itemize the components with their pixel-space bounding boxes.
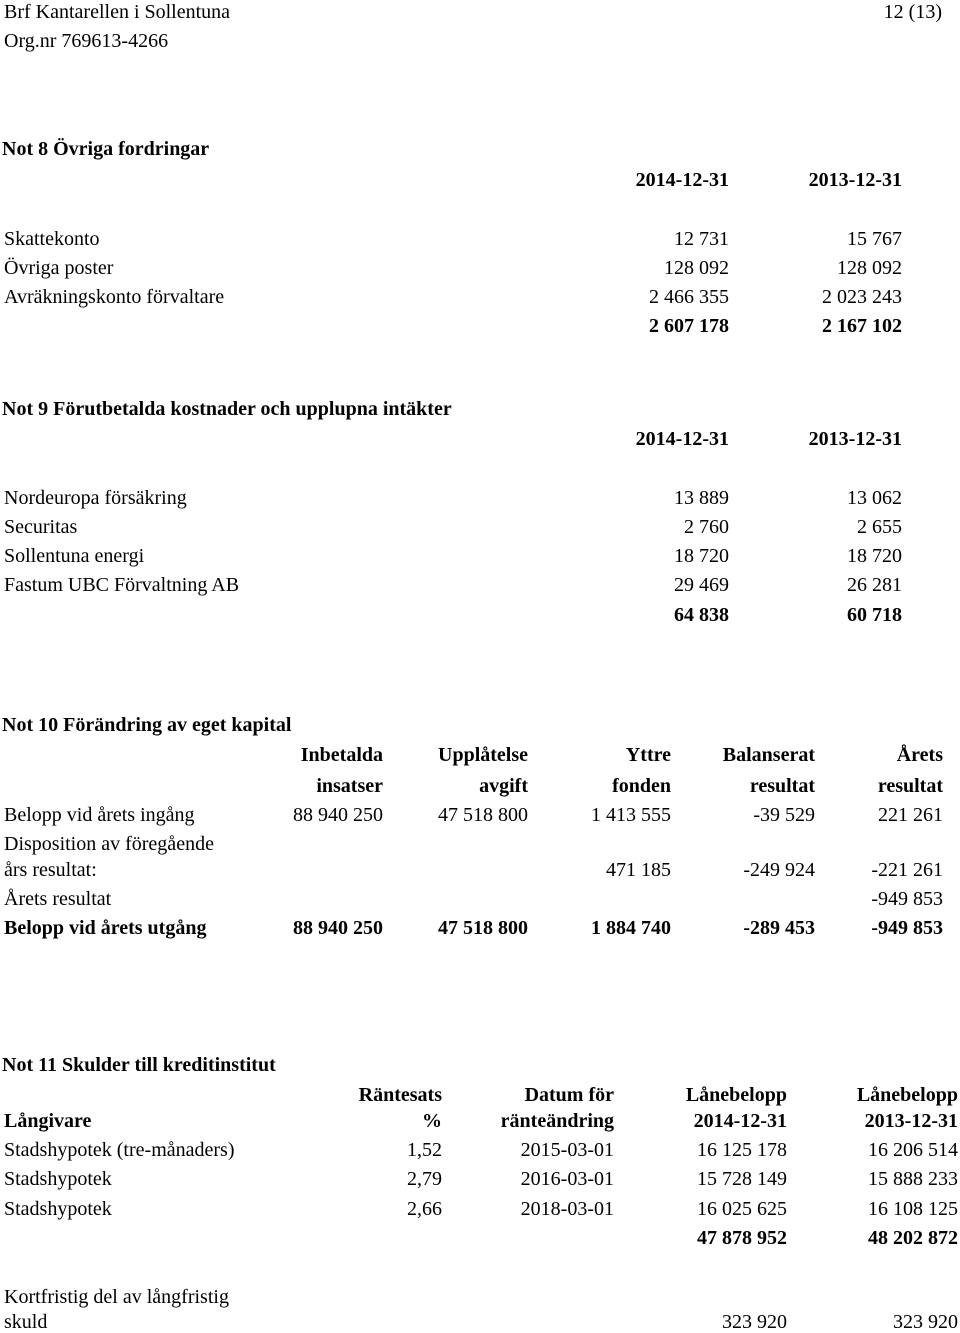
- column-header: Långivare: [4, 1110, 92, 1132]
- table-cell: -249 924: [743, 859, 815, 881]
- column-header: Årets: [896, 744, 943, 766]
- note8-total-2013: 2 167 102: [822, 315, 902, 337]
- table-cell: 2 466 355: [649, 286, 729, 308]
- column-header: ränteändring: [500, 1110, 614, 1132]
- note11-title: Not 11 Skulder till kreditinstitut: [2, 1054, 276, 1076]
- table-row-label: Belopp vid årets ingång: [4, 804, 195, 826]
- table-cell: 128 092: [664, 257, 729, 279]
- table-cell: 2,66: [407, 1198, 442, 1220]
- table-row-label: Disposition av föregående: [4, 833, 214, 855]
- table-row-label: Stadshypotek: [4, 1198, 112, 1220]
- table-cell: 13 889: [674, 487, 729, 509]
- column-header: Upplåtelse: [438, 744, 528, 766]
- table-cell: 2 023 243: [822, 286, 902, 308]
- short-term-2014: 323 920: [722, 1311, 787, 1333]
- table-row-label: Stadshypotek (tre-månaders): [4, 1139, 235, 1161]
- table-cell: -39 529: [753, 804, 815, 826]
- table-cell: 15 767: [847, 228, 902, 250]
- table-cell: 16 125 178: [697, 1139, 787, 1161]
- column-header: resultat: [877, 775, 943, 797]
- table-cell: -289 453: [743, 917, 815, 939]
- table-row-label: Skattekonto: [4, 228, 100, 250]
- org-name: Brf Kantarellen i Sollentuna: [4, 1, 231, 23]
- table-cell: -221 261: [871, 859, 943, 881]
- column-header: Datum för: [524, 1084, 614, 1106]
- table-row-label: års resultat:: [4, 859, 97, 881]
- note9-total-2013: 60 718: [847, 604, 902, 626]
- column-header: Lånebelopp: [856, 1084, 958, 1106]
- note8-title: Not 8 Övriga fordringar: [2, 138, 210, 160]
- table-row-label: Nordeuropa försäkring: [4, 487, 187, 509]
- note8-col-2013: 2013-12-31: [808, 169, 902, 191]
- column-header: resultat: [749, 775, 815, 797]
- table-cell: 1 884 740: [591, 917, 671, 939]
- short-term-2013: 323 920: [893, 1311, 958, 1333]
- table-cell: 15 728 149: [697, 1168, 787, 1190]
- note9-title: Not 9 Förutbetalda kostnader och upplupna intäkter: [2, 398, 452, 420]
- table-cell: 12 731: [674, 228, 729, 250]
- column-header: 2013-12-31: [864, 1110, 958, 1132]
- column-header: Räntesats: [358, 1084, 442, 1106]
- short-term-label: skuld: [4, 1311, 48, 1333]
- table-cell: 18 720: [674, 545, 729, 567]
- note11-total-2013: 48 202 872: [868, 1227, 958, 1249]
- table-row-label: Årets resultat: [4, 888, 112, 910]
- table-cell: 2,79: [407, 1168, 442, 1190]
- table-row-label: Stadshypotek: [4, 1168, 112, 1190]
- table-cell: 1,52: [407, 1139, 442, 1161]
- table-cell: 18 720: [847, 545, 902, 567]
- table-row-label: Övriga poster: [4, 257, 114, 279]
- table-row-label: Sollentuna energi: [4, 545, 145, 567]
- column-header: Inbetalda: [300, 744, 383, 766]
- table-cell: 16 108 125: [868, 1198, 958, 1220]
- table-cell: 2016-03-01: [520, 1168, 614, 1190]
- table-cell: 29 469: [674, 574, 729, 596]
- table-cell: 128 092: [837, 257, 902, 279]
- table-cell: 88 940 250: [293, 917, 383, 939]
- org-number: Org.nr 769613-4266: [4, 30, 169, 52]
- table-cell: 2 655: [857, 516, 902, 538]
- table-cell: -949 853: [871, 888, 943, 910]
- note11-total-2014: 47 878 952: [697, 1227, 787, 1249]
- table-cell: 15 888 233: [868, 1168, 958, 1190]
- table-cell: 88 940 250: [293, 804, 383, 826]
- note9-col-2014: 2014-12-31: [635, 428, 729, 450]
- table-row-label: Belopp vid årets utgång: [4, 917, 207, 939]
- table-row-label: Fastum UBC Förvaltning AB: [4, 574, 240, 596]
- note9-total-2014: 64 838: [674, 604, 729, 626]
- table-cell: 47 518 800: [438, 804, 528, 826]
- table-cell: 47 518 800: [438, 917, 528, 939]
- column-header: avgift: [479, 775, 528, 797]
- note10-title: Not 10 Förändring av eget kapital: [2, 714, 292, 736]
- column-header: Yttre: [625, 744, 671, 766]
- column-header: %: [422, 1110, 442, 1132]
- column-header: Lånebelopp: [685, 1084, 787, 1106]
- column-header: insatser: [316, 775, 383, 797]
- table-cell: 16 025 625: [697, 1198, 787, 1220]
- short-term-label: Kortfristig del av långfristig: [4, 1286, 229, 1308]
- table-cell: 13 062: [847, 487, 902, 509]
- column-header: Balanserat: [722, 744, 815, 766]
- table-cell: 2018-03-01: [520, 1198, 614, 1220]
- table-cell: 221 261: [878, 804, 943, 826]
- table-cell: -949 853: [871, 917, 943, 939]
- page-number: 12 (13): [883, 1, 942, 23]
- note8-col-2014: 2014-12-31: [635, 169, 729, 191]
- note8-total-2014: 2 607 178: [649, 315, 729, 337]
- table-cell: 16 206 514: [868, 1139, 958, 1161]
- table-row-label: Avräkningskonto förvaltare: [4, 286, 225, 308]
- table-cell: 471 185: [606, 859, 671, 881]
- column-header: 2014-12-31: [693, 1110, 787, 1132]
- table-cell: 2 760: [684, 516, 729, 538]
- column-header: fonden: [612, 775, 671, 797]
- table-cell: 2015-03-01: [520, 1139, 614, 1161]
- table-cell: 26 281: [847, 574, 902, 596]
- table-cell: 1 413 555: [591, 804, 671, 826]
- table-row-label: Securitas: [4, 516, 78, 538]
- note9-col-2013: 2013-12-31: [808, 428, 902, 450]
